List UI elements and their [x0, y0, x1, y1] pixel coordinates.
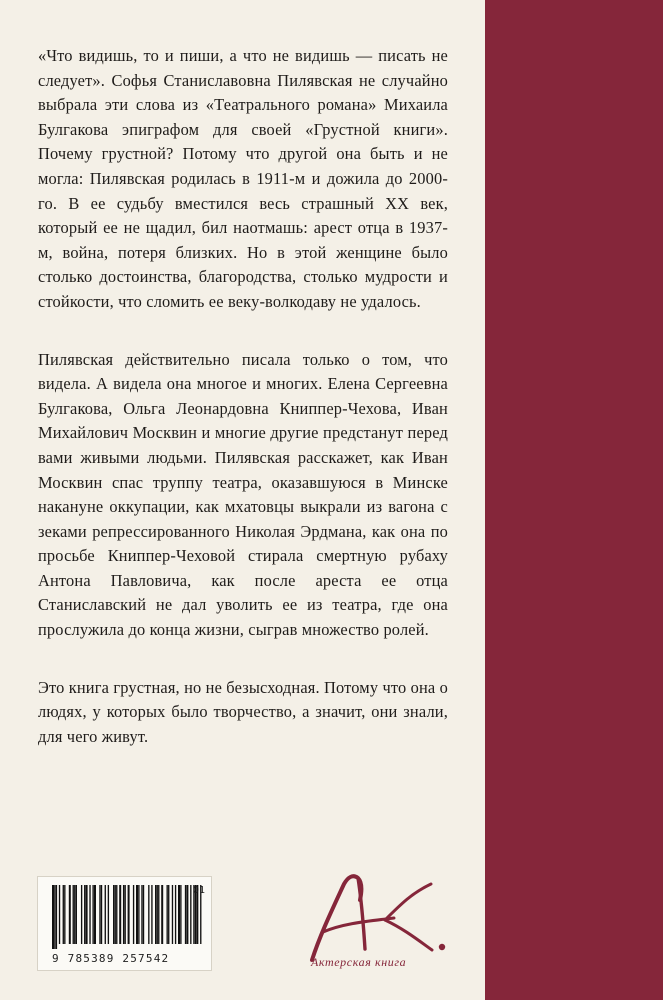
cover-color-band: [485, 0, 663, 1000]
description-paragraph-1: «Что видишь, то и пиши, а что не видишь — писать не следует». Софья Станиславовна Пилявская не случайно выбрала эти слова из «Театрального романа» Михаила Булгакова эпиграфом для своей «Грустной книги». Почему грустной? Потому что другой она быть и не могла: Пилявская родилась в 1911-м и дожила до 2000-го. В ее судьбу вместился весь страшный XX век, который ее не щадил, бил наотмашь: арест отца в 1937-м, война, потеря близких. Но в этой женщине было столько достоинства, благородства, столько мудрости и стойкости, что сломить ее веку-волкодаву не удалось.: [38, 46, 448, 311]
publisher-caption: Актерская книга: [311, 955, 407, 969]
barcode: [37, 876, 212, 971]
description-paragraph-3: Это книга грустная, но не безысходная. Потому что она о людях, у которых было творчество, а значит, они знали, для чего живут.: [38, 677, 448, 746]
barcode-icon: [52, 885, 204, 949]
barcode-corner-code: 01: [192, 885, 205, 896]
description-paragraph-2: Пилявская действительно писала только о том, что видела. А видела она многое и многих. Елена Сергеевна Булгакова, Ольга Леонардовна Книппер-Чехова, Иван Михайлович Москвин и многие другие предстанут перед вами живыми людьми. Пилявская расскажет, как Иван Москвин спас труппу театра, оказавшуюся в Минске накануне оккупации, как мхатовцы выкрали из вагона с зеками репрессированного Николая Эрдмана, как она по просьбе Книппер-Чеховой стирала смертную рубаху Антона Павловича, как после ареста ее отца Станиславский не дал уволить ее из театра, где она прослужила до конца жизни, сыграв множество ролей.: [38, 349, 448, 640]
book-description: [38, 44, 448, 749]
barcode-digits: 9 785389 257542: [52, 952, 170, 965]
